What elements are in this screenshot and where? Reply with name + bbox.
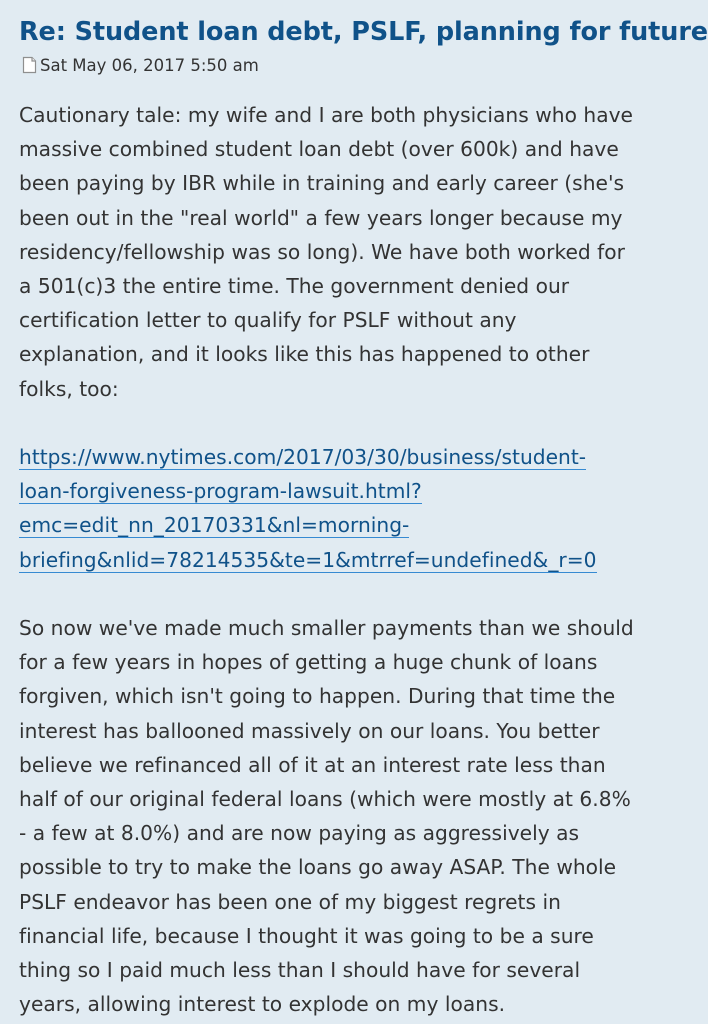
article-link-line[interactable]: loan-forgiveness-program-lawsuit.html? (19, 479, 422, 504)
article-link-line[interactable]: https://www.nytimes.com/2017/03/30/business/student- (19, 445, 587, 470)
article-link-line[interactable]: briefing&nlid=78214535&te=1&mtrref=undefined&_r=0 (19, 547, 597, 572)
article-link-line[interactable]: emc=edit_nn_20170331&nl=morning- (19, 513, 410, 538)
paragraph-spacer (19, 577, 694, 611)
post-paragraph: So now we've made much smaller payments than we should for a few years in hopes of getting a huge chunk of loans forgiven, which isn't going to happen. During that time the interest has ballooned massively on our loans. You better believe we refinanced all of it at an interest rate less than half of our original federal loans (which were mostly at 6.8% - a few at 8.0%) and are now paying as aggressively as possible to try to make the loans go away ASAP. The whole PSLF endeavor has been one of my biggest regrets in financial life, because I thought it was going to be a sure thing so I paid much less than I should have for several years, allowing interest to explode on my loans. (19, 616, 634, 1017)
post-paragraph: Cautionary tale: my wife and I are both physicians who have massive combined student loan debt (over 600k) and have been paying by IBR while in training and early career (she's been out in the "real world" a few years longer because my residency/fellowship was so long). We have both worked for a 501(c)3 the entire time. The government denied our certification letter to qualify for PSLF without any explanation, and it looks like this has happened to other folks, too: (19, 103, 633, 401)
paragraph-spacer (19, 406, 694, 440)
post-meta (19, 52, 694, 78)
post-title[interactable]: Re: Student loan debt, PSLF, planning for future (19, 17, 708, 47)
post-timestamp: Sat May 06, 2017 5:50 am (40, 55, 259, 75)
post-document-icon[interactable] (22, 56, 37, 74)
post-content (19, 98, 694, 1021)
article-link (19, 440, 694, 577)
